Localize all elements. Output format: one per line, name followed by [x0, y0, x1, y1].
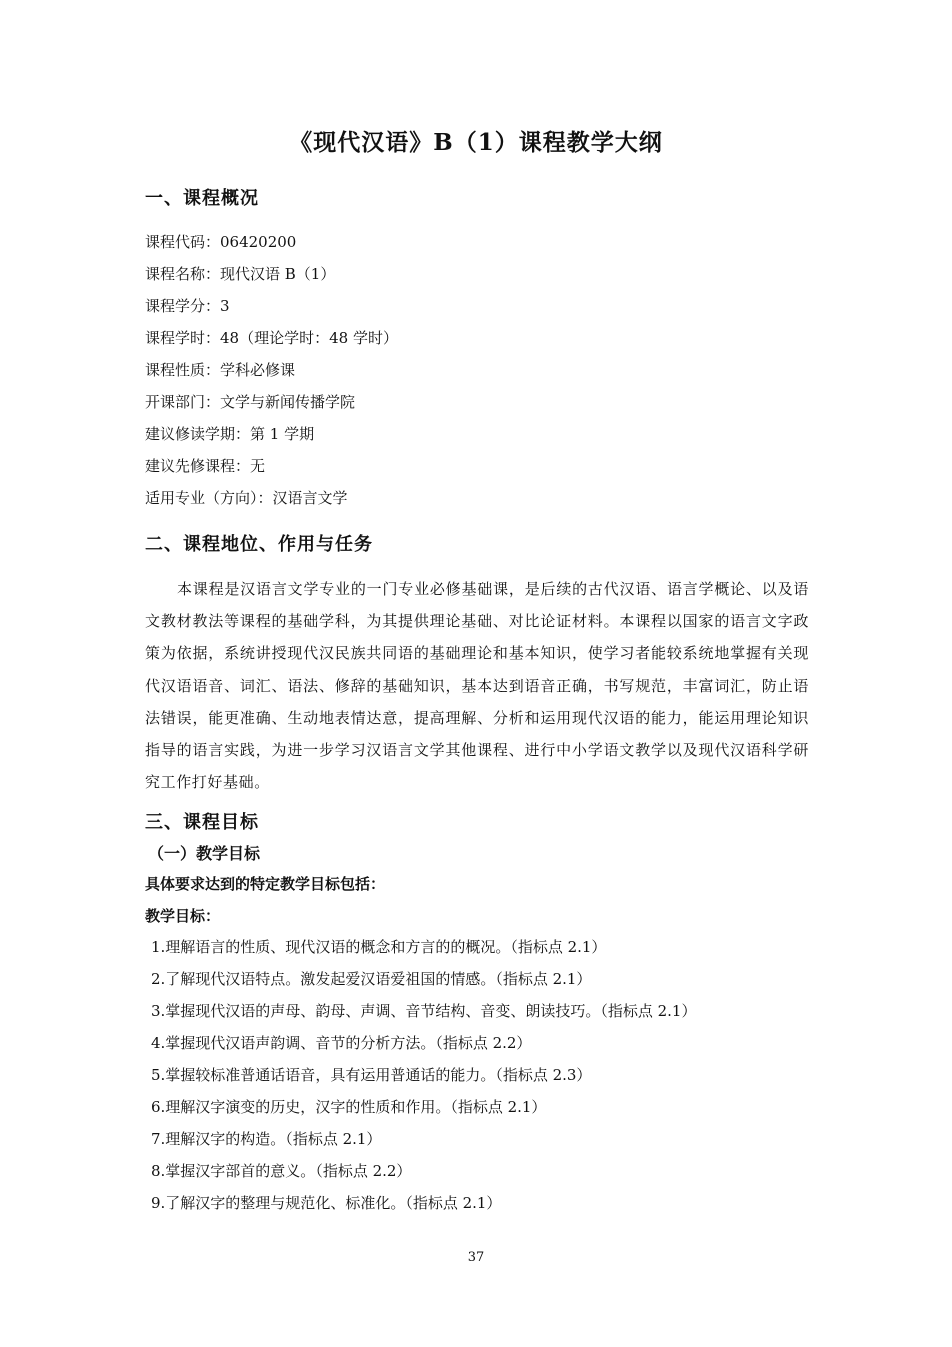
section-heading-overview: 一、课程概况: [145, 188, 259, 209]
info-course-nature: 课程性质：学科必修课: [145, 361, 296, 379]
course-info-list: [145, 230, 398, 518]
info-course-name: 课程名称：现代汉语 B（1）: [145, 265, 336, 283]
section-heading-objectives: 三、课程目标: [145, 812, 259, 833]
info-major: 适用专业（方向）：汉语言文学: [145, 489, 348, 507]
objective-item: 4.掌握现代汉语声韵调、音节的分析方法。（指标点 2.2）: [151, 1034, 532, 1052]
section-heading-role: 二、课程地位、作用与任务: [145, 534, 373, 555]
info-course-hours: 课程学时：48（理论学时：48 学时）: [145, 329, 398, 347]
role-paragraph: 本课程是汉语言文学专业的一门专业必修基础课，是后续的古代汉语、语言学概论、以及语文教材教法等课程的基础学科，为其提供理论基础、对比论证材料。本课程以国家的语言文字政策为依据，系统讲授现代汉民族共同语的基础理论和基本知识，使学习者能较系统地掌握有关现代汉语语音、词汇、语法、修辞的基础知识，基本达到语音正确，书写规范，丰富词汇，防止语法错误，能更准确、生动地表情达意，提高理解、分析和运用现代汉语的能力，能运用理论知识指导的语言实践，为进一步学习汉语言文学其他课程、进行中小学语文教学以及现代汉语科学研究工作打好基础。: [145, 580, 809, 792]
subsection-heading-teaching-objectives: （一）教学目标: [148, 844, 261, 863]
objective-item: 1.理解语言的性质、现代汉语的概念和方言的的概况。（指标点 2.1）: [151, 938, 607, 956]
objective-item: 3.掌握现代汉语的声母、韵母、声调、音节结构、音变、朗读技巧。（指标点 2.1）: [151, 1002, 697, 1020]
objective-item: 6.理解汉字演变的历史，汉字的性质和作用。（指标点 2.1）: [151, 1098, 547, 1116]
page-number: 37: [467, 1250, 485, 1265]
objective-item: 8.掌握汉字部首的意义。（指标点 2.2）: [151, 1162, 412, 1180]
info-prerequisites: 建议先修课程：无: [145, 457, 266, 475]
objective-item: 2.了解现代汉语特点。激发起爱汉语爱祖国的情感。（指标点 2.1）: [151, 970, 592, 988]
objectives-list: [151, 935, 696, 1223]
objective-item: 7.理解汉字的构造。（指标点 2.1）: [151, 1130, 382, 1148]
info-semester: 建议修读学期：第 1 学期: [145, 425, 315, 443]
objective-item: 5.掌握较标准普通话语音，具有运用普通话的能力。（指标点 2.3）: [151, 1066, 592, 1084]
info-course-credits: 课程学分：3: [145, 297, 230, 315]
info-department: 开课部门：文学与新闻传播学院: [145, 393, 356, 411]
info-course-code: 课程代码：06420200: [145, 233, 297, 251]
objectives-label: 教学目标：: [145, 907, 221, 925]
document-title: 《现代汉语》B（1）课程教学大纲: [289, 129, 663, 156]
objective-item: 9.了解汉字的整理与规范化、标准化。（指标点 2.1）: [151, 1194, 502, 1212]
objectives-intro: 具体要求达到的特定教学目标包括：: [145, 875, 386, 893]
